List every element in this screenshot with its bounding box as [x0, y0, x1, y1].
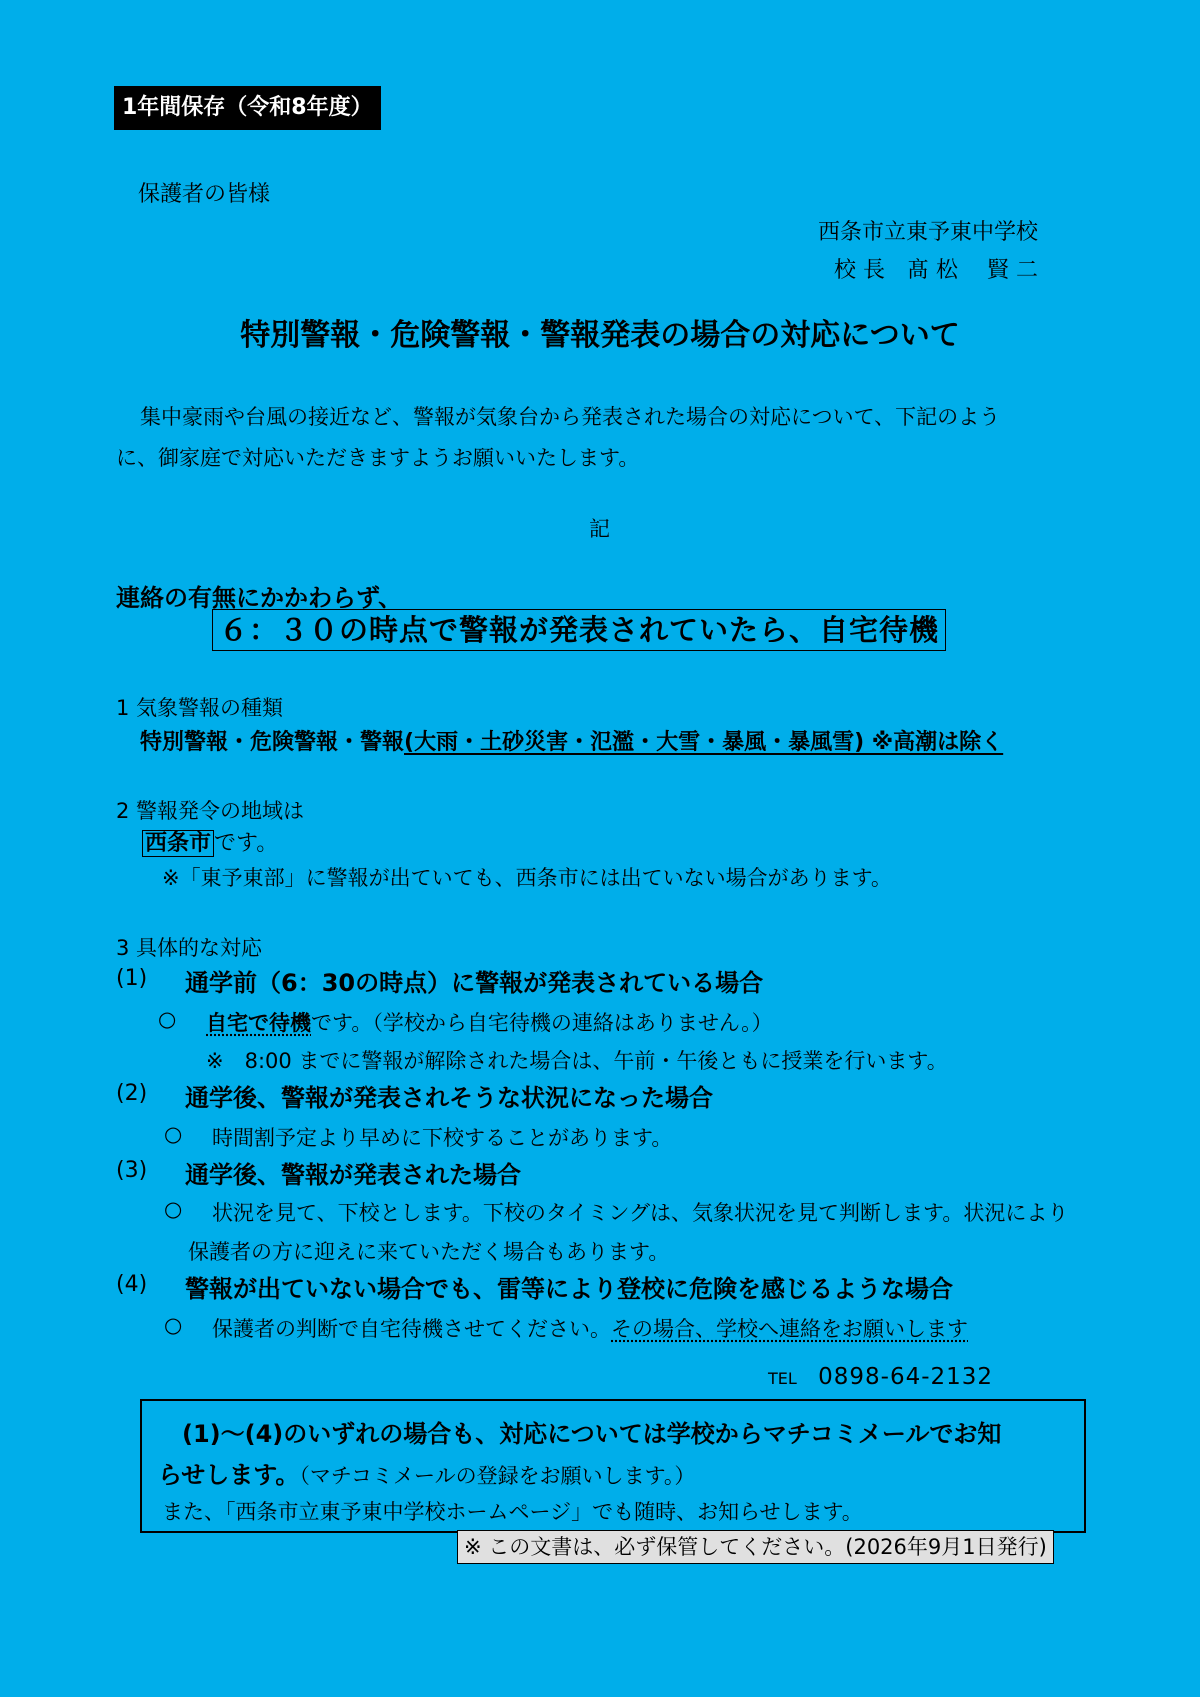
tel-number: 0898-64-2132 [818, 1364, 994, 1390]
case-3-text-1: 状況を見て、下校とします。下校のタイミングは、気象状況を見て判断します。状況により [212, 1201, 1069, 1225]
tel-line [768, 1364, 993, 1390]
case-1-text: です。（学校から自宅待機の連絡はありません。） [311, 1011, 773, 1035]
ki-mark: 記 [589, 517, 610, 541]
tel-label: TEL [768, 1369, 797, 1388]
section-3-heading: 3 具体的な対応 [116, 936, 263, 960]
notice-line-1: (1)～(4)のいずれの場合も、対応については学校からマチコミメールでお知 [182, 1420, 1002, 1448]
lead-text: 連絡の有無にかかわらず、 [116, 584, 403, 612]
footer-note: ※ この文書は、必ず保管してください。(2026年9月1日発行) [457, 1530, 1054, 1564]
case-3-title: 通学後、警報が発表された場合 [185, 1161, 521, 1189]
case-4-number: (4) [116, 1272, 148, 1297]
case-2-title: 通学後、警報が発表されそうな状況になった場合 [185, 1084, 713, 1112]
warning-types [140, 725, 1003, 756]
rule-box: ６：３０の時点で警報が発表されていたら、自宅待機 [212, 609, 946, 651]
warning-types-detail: (大雨・土砂災害・氾濫・大雪・暴風・暴風雪) ※高潮は除く [404, 730, 1004, 755]
principal-name: 校 長 髙 松 賢 二 [834, 258, 1038, 283]
case-1-bullet: ○ [158, 1007, 177, 1031]
notice-line-3: また、「西条市立東予東中学校ホームページ」でも随時、お知らせします。 [162, 1500, 863, 1524]
warning-types-prefix: 特別警報・危険警報・警報 [140, 730, 405, 755]
section-2-heading: 2 警報発令の地域は [116, 799, 305, 823]
case-2-number: (2) [116, 1081, 148, 1106]
page-title: 特別警報・危険警報・警報発表の場合の対応について [240, 318, 960, 353]
case-2-bullet: ○ [164, 1122, 183, 1146]
case-4-emphasis: その場合、学校へ連絡をお願いします [611, 1317, 968, 1341]
addressee: 保護者の皆様 [138, 182, 271, 207]
case-1-line [206, 1007, 773, 1037]
case-4-line [212, 1313, 968, 1343]
area-suffix: です。 [214, 831, 279, 856]
area-note: ※「東予東部」に警報が出ていても、西条市には出ていない場合があります。 [162, 866, 892, 890]
case-3-number: (3) [116, 1158, 148, 1183]
intro-line-2: に、御家庭で対応いただきますようお願いいたします。 [116, 446, 640, 470]
area-line [142, 826, 278, 857]
case-4-title: 警報が出ていない場合でも、雷等により登校に危険を感じるような場合 [185, 1275, 953, 1303]
case-3-text-2: 保護者の方に迎えに来ていただく場合もあります。 [188, 1240, 670, 1264]
case-2-text: 時間割予定より早めに下校することがあります。 [212, 1126, 673, 1150]
case-1-number: (1) [116, 966, 148, 991]
school-name: 西条市立東予東中学校 [818, 220, 1039, 245]
case-1-title: 通学前（6：30の時点）に警報が発表されている場合 [185, 969, 764, 997]
case-1-note: ※ 8:00 までに警報が解除された場合は、午前・午後ともに授業を行います。 [206, 1049, 948, 1073]
area-city: 西条市 [142, 830, 214, 857]
case-4-bullet: ○ [164, 1313, 183, 1337]
notice-line-2-bold: らせします。 [158, 1461, 300, 1489]
retention-tag: 1年間保存（令和8年度） [114, 86, 381, 130]
notice-line-2 [158, 1455, 695, 1490]
case-1-emphasis: 自宅で待機 [206, 1011, 311, 1035]
section-1-heading: 1 気象警報の種類 [116, 696, 284, 720]
notice-line-2-normal: （マチコミメールの登録をお願いします。） [299, 1464, 696, 1488]
intro-line-1: 集中豪雨や台風の接近など、警報が気象台から発表された場合の対応について、下記のよう [140, 405, 1001, 429]
case-4-text: 保護者の判断で自宅待機させてください。 [212, 1317, 611, 1341]
case-3-bullet: ○ [164, 1197, 183, 1221]
